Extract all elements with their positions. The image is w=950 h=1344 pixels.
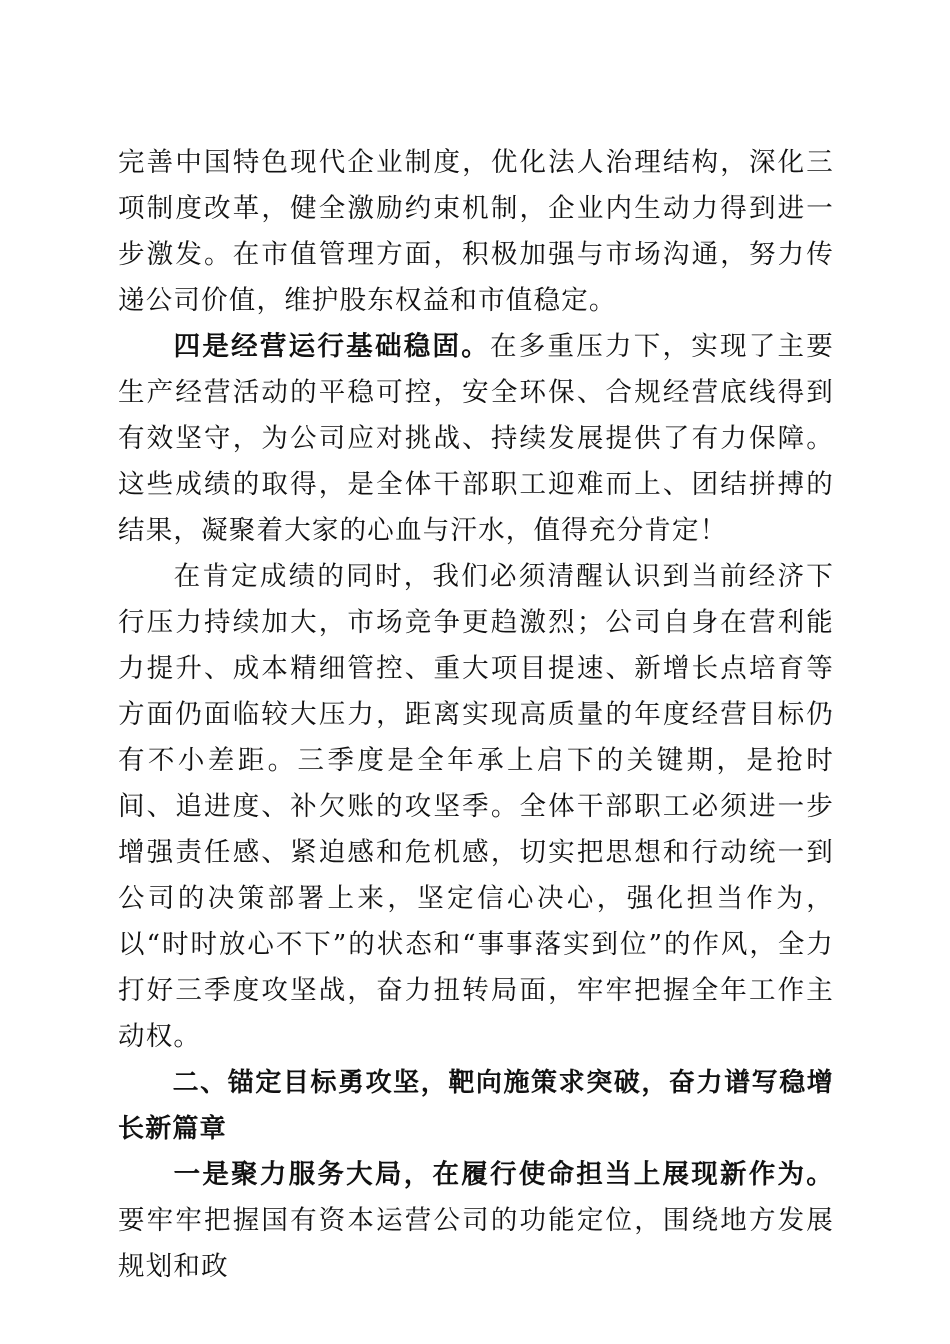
paragraph-lead-phrase: 一是聚力服务大局，在履行使命担当上展现新作为。 bbox=[173, 1159, 834, 1190]
paragraph-serve-overall bbox=[118, 1152, 834, 1290]
paragraph-business-operations bbox=[118, 324, 834, 554]
document-body bbox=[118, 140, 834, 1290]
paragraph-text: 完善中国特色现代企业制度，优化法人治理结构，深化三项制度改革，健全激励约束机制，企业内生动力得到进一步激发。在市值管理方面，积极加强与市场沟通，努力传递公司价值，维护股东权益和市值稳定。 bbox=[118, 147, 834, 316]
paragraph-text: 要牢牢把握国有资本运营公司的功能定位，围绕地方发展规划和政 bbox=[118, 1205, 834, 1282]
paragraph-text: 在肯定成绩的同时，我们必须清醒认识到当前经济下行压力持续加大，市场竞争更趋激烈；公司自身在营利能力提升、成本精细管控、重大项目提速、新增长点培育等方面仍面临较大压力，距离实现高质量的年度经营目标仍有不小差距。三季度是全年承上启下的关键期，是抢时间、追进度、补欠账的攻坚季。全体干部职工必须进一步增强责任感、紧迫感和危机感，切实把思想和行动统一到公司的决策部署上来，坚定信心决心，强化担当作为，以“时时放心不下”的状态和“事事落实到位”的作风，全力打好三季度攻坚战，奋力扭转局面，牢牢把握全年工作主动权。 bbox=[118, 561, 834, 1052]
paragraph-continuation bbox=[118, 140, 834, 324]
section-heading-text: 二、锚定目标勇攻坚，靶向施策求突破，奋力谱写稳增长新篇章 bbox=[118, 1068, 834, 1144]
section-heading bbox=[118, 1060, 834, 1152]
paragraph-challenges bbox=[118, 554, 834, 1060]
paragraph-text: 在多重压力下，实现了主要生产经营活动的平稳可控，安全环保、合规经营底线得到有效坚守，为公司应对挑战、持续发展提供了有力保障。这些成绩的取得，是全体干部职工迎难而上、团结拼搏的结果，凝聚着大家的心血与汗水，值得充分肯定！ bbox=[118, 331, 834, 546]
paragraph-lead-phrase: 四是经营运行基础稳固。 bbox=[173, 331, 490, 362]
